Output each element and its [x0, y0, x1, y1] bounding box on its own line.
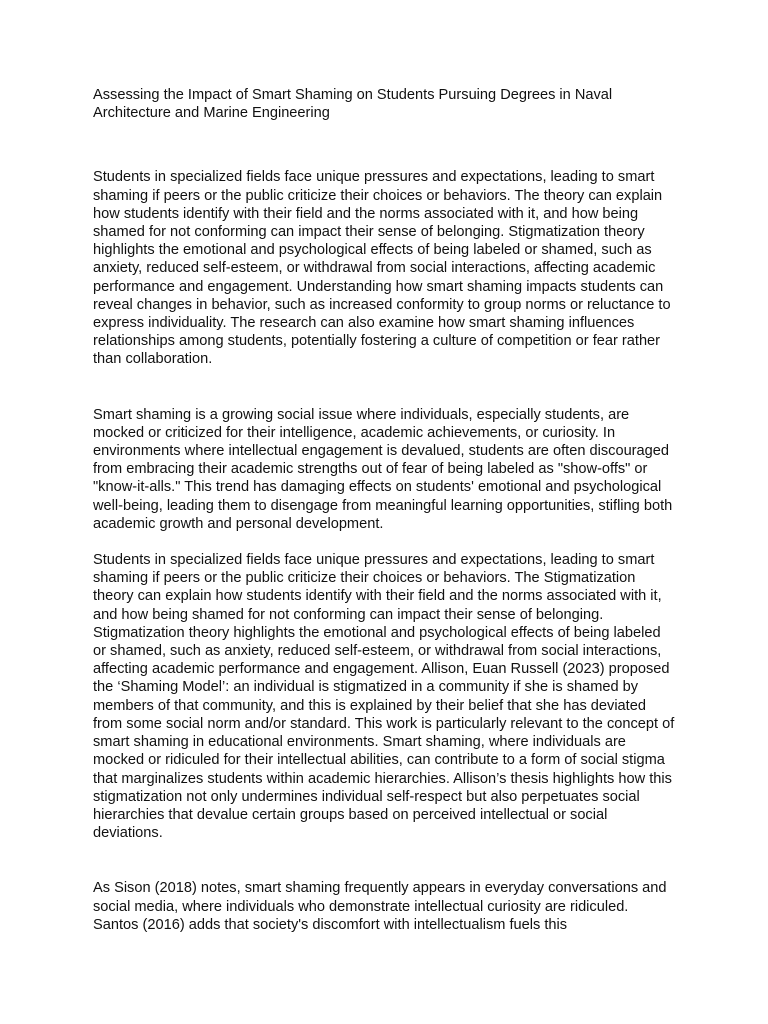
paragraph-4: As Sison (2018) notes, smart shaming frequently appears in everyday conversations and social media, where individuals who demonstrate intellectual curiosity are ridiculed. Santos (2016) adds that society's discomfort with intellectualism fuels this — [93, 880, 667, 933]
paragraph-1: Students in specialized fields face unique pressures and expectations, leading to smart shaming if peers or the public criticize their choices or behaviors. The theory can explain how students identify with their field and the norms associated with it, and how being shamed for not conforming can impact their sense of belonging. Stigmatization theory highlights the emotional and psychological effects of being labeled or shamed, such as anxiety, reduced self-esteem, or withdrawal from social interactions, affecting academic performance and engagement. Understanding how smart shaming impacts students can reveal changes in behavior, such as increased conformity to group norms or reluctance to express individuality. The research can also examine how smart shaming influences relationships among students, potentially fostering a culture of competition or fear rather than collaboration. — [93, 169, 671, 368]
document-title: Assessing the Impact of Smart Shaming on Students Pursuing Degrees in Naval Architecture and Marine Engineering — [93, 87, 613, 122]
paragraph-3: Students in specialized fields face unique pressures and expectations, leading to smart shaming if peers or the public criticize their choices or behaviors. The Stigmatization theory can explain how students identify with their field and the norms associated with it, and how being shamed for not conforming can impact their sense of belonging. Stigmatization theory highlights the emotional and psychological effects of being labeled or shamed, such as anxiety, reduced self-esteem, or withdrawal from social interactions, affecting academic performance and engagement. Allison, Euan Russell (2023) proposed the ‘Shaming Model’: an individual is stigmatized in a community if she is shamed by members of that community, and this is explained by their belief that she has deviated from some social norm and/or standard. This work is particularly relevant to the concept of smart shaming in educational environments. Smart shaming, where individuals are mocked or ridiculed for their intellectual abilities, can contribute to a form of social stigma that marginalizes students within academic hierarchies. Allison’s thesis highlights how this stigmatization not only undermines individual self-respect but also perpetuates social hierarchies that devalue certain groups based on perceived intellectual or social deviations. — [93, 552, 675, 842]
paragraph-2: Smart shaming is a growing social issue where individuals, especially students, are mocked or criticized for their intelligence, academic achievements, or curiosity. In environments where intellectual engagement is devalued, students are often discouraged from embracing their academic strengths out of fear of being labeled as "show-offs" or "know-it-alls." This trend has damaging effects on students' emotional and psychological well-being, leading them to disengage from meaningful learning opportunities, stifling both academic growth and personal development. — [93, 406, 673, 532]
